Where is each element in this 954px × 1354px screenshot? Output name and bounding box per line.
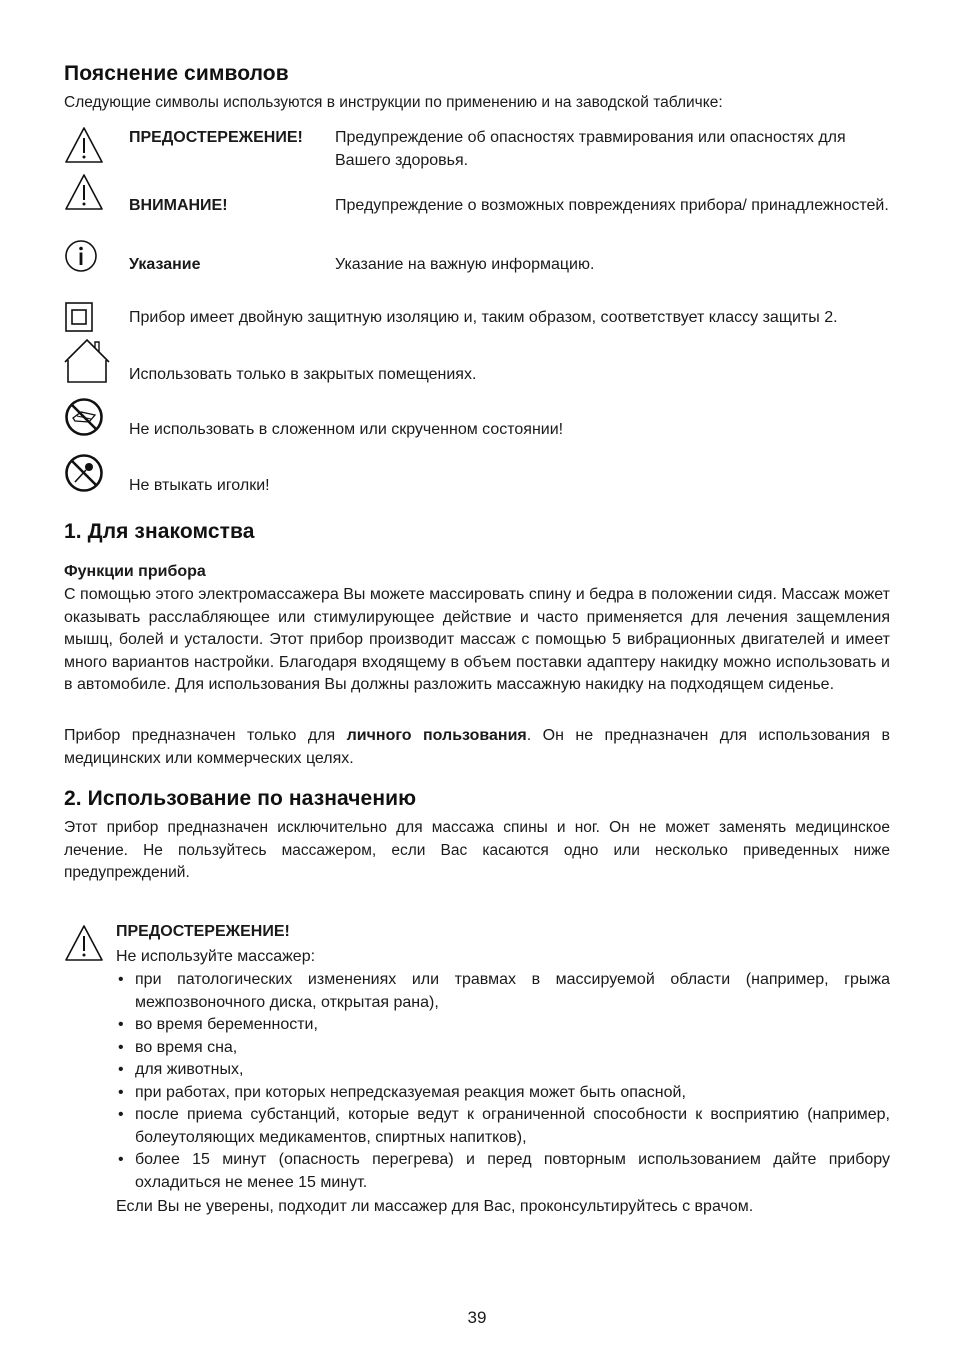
symbol-label-attention: ВНИМАНИЕ! (129, 197, 228, 214)
section1-paragraph1: С помощью этого электромассажера Вы можете массировать спину и бедра в положении сидя. Массаж может оказывать расслабляющее или стимулирующее действие и часто применяется для лечения защемления мышц, болей и усталости. Этот прибор производит массаж с помощью 5 вибрационных двигателей и имеет много вариантов настройки. Благодаря входящему в объем поставки адаптеру накидку можно использовать и в автомобиле. Для использования Вы должны разложить массажную накидку на подходящем сиденье. (64, 586, 890, 693)
symbol-desc-note: Указание на важную информацию. (335, 256, 595, 273)
indoor-house-icon (64, 338, 110, 384)
list-item: • более 15 минут (опасность перегрева) и перед повторным использованием дайте прибору охладиться не менее 15 минут. (116, 1149, 890, 1194)
section2-title: 2. Использование по назначению (64, 787, 417, 810)
section2-paragraph: Этот прибор предназначен исключительно для массажа спины и ног. Он не может заменять медицинское лечение. Не пользуйтесь массажером, если Вас касаются одно или несколько приведенных ниже предупреждений. (64, 819, 890, 881)
list-item: • для животных, (116, 1059, 890, 1082)
warning-closing: Если Вы не уверены, подходит ли массажер для Вас, проконсультируйтесь с врачом. (116, 1198, 754, 1215)
list-item: • при работах, при которых непредсказуемая реакция может быть опасной, (116, 1082, 890, 1105)
section1-paragraph2 (64, 725, 890, 770)
warning-bullet-list (116, 969, 890, 1194)
symbol-desc-no-needles: Не втыкать иголки! (129, 477, 270, 494)
section1-subtitle: Функции прибора (64, 563, 206, 580)
symbol-label-caution: ПРЕДОСТЕРЕЖЕНИЕ! (129, 129, 303, 146)
symbol-desc-no-folding: Не использовать в сложенном или скрученном состоянии! (129, 421, 564, 438)
symbol-desc-indoor: Использовать только в закрытых помещениях. (129, 366, 477, 383)
section1-title: 1. Для знакомства (64, 520, 255, 543)
symbols-intro: Следующие символы используются в инструкции по применению и на заводской табличке: (64, 94, 723, 111)
list-item: • во время сна, (116, 1037, 890, 1060)
list-item: • при патологических изменениях или травмах в массируемой области (например, грыжа межпозвоночного диска, открытая рана), (116, 969, 890, 1014)
warning-triangle-icon (64, 126, 104, 164)
list-item: • во время беременности, (116, 1014, 890, 1037)
paragraph2-text-after: . Он не предназначен для использования в медицинских или коммерческих целях. (64, 727, 890, 767)
warning-triangle-icon (64, 924, 104, 962)
paragraph2-text-before: Прибор предназначен только для (64, 727, 347, 744)
symbol-desc-attention: Предупреждение о возможных повреждениях прибора/ принадлежностей. (335, 197, 889, 214)
no-needles-icon (64, 453, 104, 493)
no-folding-icon (64, 397, 104, 437)
paragraph2-bold: личного пользования (346, 727, 527, 744)
symbol-desc-caution: Предупреждение об опасностях травмирования или опасностях для Вашего здоровья. (335, 129, 846, 169)
double-insulation-icon (65, 302, 93, 332)
warning-label: ПРЕДОСТЕРЕЖЕНИЕ! (116, 923, 290, 940)
info-icon (64, 239, 98, 273)
warning-triangle-icon (64, 173, 104, 211)
symbols-section-title: Пояснение символов (64, 62, 289, 85)
warning-intro: Не используйте массажер: (116, 948, 316, 965)
symbol-desc-double-insulation: Прибор имеет двойную защитную изоляцию и, таким образом, соответствует классу защиты 2. (129, 309, 838, 326)
symbol-label-note: Указание (129, 256, 201, 273)
list-item: • после приема субстанций, которые ведут к ограниченной способности к восприятию (например, болеутоляющих медикаментов, спиртных напитков), (116, 1104, 890, 1149)
page-number: 39 (467, 1308, 487, 1327)
